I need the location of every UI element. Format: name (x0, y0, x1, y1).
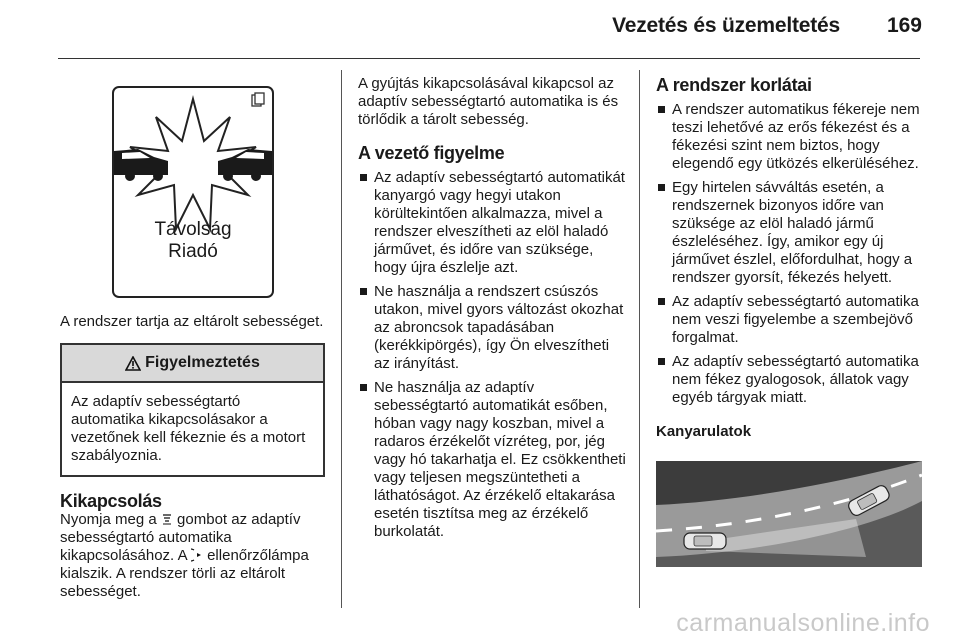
list-item: Az adaptív sebességtartó automatikát kanyargó vagy hegyi utakon körültekintően alkalmazza, mivel a rendszer elveszítheti az elöl haladó járművet, és időre van szüksége, hogy újra észlelje azt. (358, 169, 626, 277)
system-limits-list (656, 101, 922, 407)
section-title-system-limits: A rendszer korlátai (656, 75, 812, 95)
deactivation-text-b: gombot az adaptív sebességtartó automatika kikapcsolásához. A (60, 511, 301, 564)
figure-label-line2: Riadó (168, 241, 218, 262)
warning-triangle-icon (125, 356, 141, 371)
header-rule (58, 58, 920, 59)
section-title-kikapcsolas: Kikapcsolás (60, 491, 162, 511)
warning-header (62, 345, 323, 383)
column-divider-1 (341, 70, 342, 608)
section-title-driver-attention: A vezető figyelme (358, 143, 505, 163)
warning-title: Figyelmeztetés (145, 354, 260, 371)
list-item: A rendszer automatikus fékereje nem teszi lehetővé az erős fékezést és a fékezési szint nem biztos, hogy elegendő egy ütközés elkerüléséhez. (656, 101, 922, 173)
curve-illustration (656, 461, 922, 567)
subheading-kanyarulatok: Kanyarulatok (656, 423, 752, 440)
warning-text: Az adaptív sebességtartó automatika kikapcsolásakor a vezetőnek kell fékeznie és a motort szabályoznia. (71, 393, 306, 464)
deactivation-paragraph (60, 511, 325, 601)
driver-attention-list (358, 169, 626, 541)
distance-alert-illustration (60, 79, 325, 309)
own-car-icon (684, 533, 726, 549)
deactivation-text-c: ellenőrzőlámpa kialszik. A rendszer törli az eltárolt sebességet. (60, 547, 309, 600)
watermark: carmanualsonline.info (676, 609, 930, 637)
list-item: Ne használja a rendszert csúszós utakon, mivel gyors változást okozhat az abroncsok tapadásában (kerékkipörgés), így Ön elveszítheti az irányítást. (358, 283, 626, 373)
cruise-hold-paragraph: A rendszer tartja az eltárolt sebességet. (60, 313, 324, 330)
cruise-button-icon (161, 512, 173, 526)
column-1 (60, 75, 325, 601)
car-ahead-warning-icon (252, 93, 264, 106)
column-2 (358, 75, 626, 541)
column-3 (656, 75, 922, 572)
list-item: Ne használja az adaptív sebességtartó automatikát esőben, hóban vagy nagy koszban, mivel a radaros érzékelőt vízréteg, por, jég vagy hó takarhatja el. Ez csökkentheti vagy teljesen megszüntetheti a láthatóságot. Az érzékelő eltakarása esetén tisztítsa meg az érzékelő burkolatát. (358, 379, 626, 541)
list-item: Egy hirtelen sávváltás esetén, a rendszernek bizonyos időre van szüksége az elöl haladó jármű észleléséhez. Így, amikor egy új járművet észlel, előfordulhat, hogy a rendszer gyorsít, fékezés helyett. (656, 179, 922, 287)
figure-label-line1: Távolság (154, 219, 232, 240)
deactivation-text-a: Nyomja meg a (60, 511, 157, 528)
warning-box (60, 343, 325, 477)
page-number: 169 (886, 14, 922, 37)
cruise-indicator-lamp-icon (191, 548, 203, 562)
distance-alert-figure (60, 79, 325, 309)
page-header-title: Vezetés és üzemeltetés (612, 14, 840, 37)
list-item: Az adaptív sebességtartó automatika nem veszi figyelembe a szembejövő forgalmat. (656, 293, 922, 347)
ignition-off-paragraph: A gyújtás kikapcsolásával kikapcsol az adaptív sebességtartó automatika is és törlődik a tárolt sebesség. (358, 75, 619, 128)
column-divider-2 (639, 70, 640, 608)
list-item: Az adaptív sebességtartó automatika nem fékez gyalogosok, állatok vagy egyéb tárgyak miatt. (656, 353, 922, 407)
